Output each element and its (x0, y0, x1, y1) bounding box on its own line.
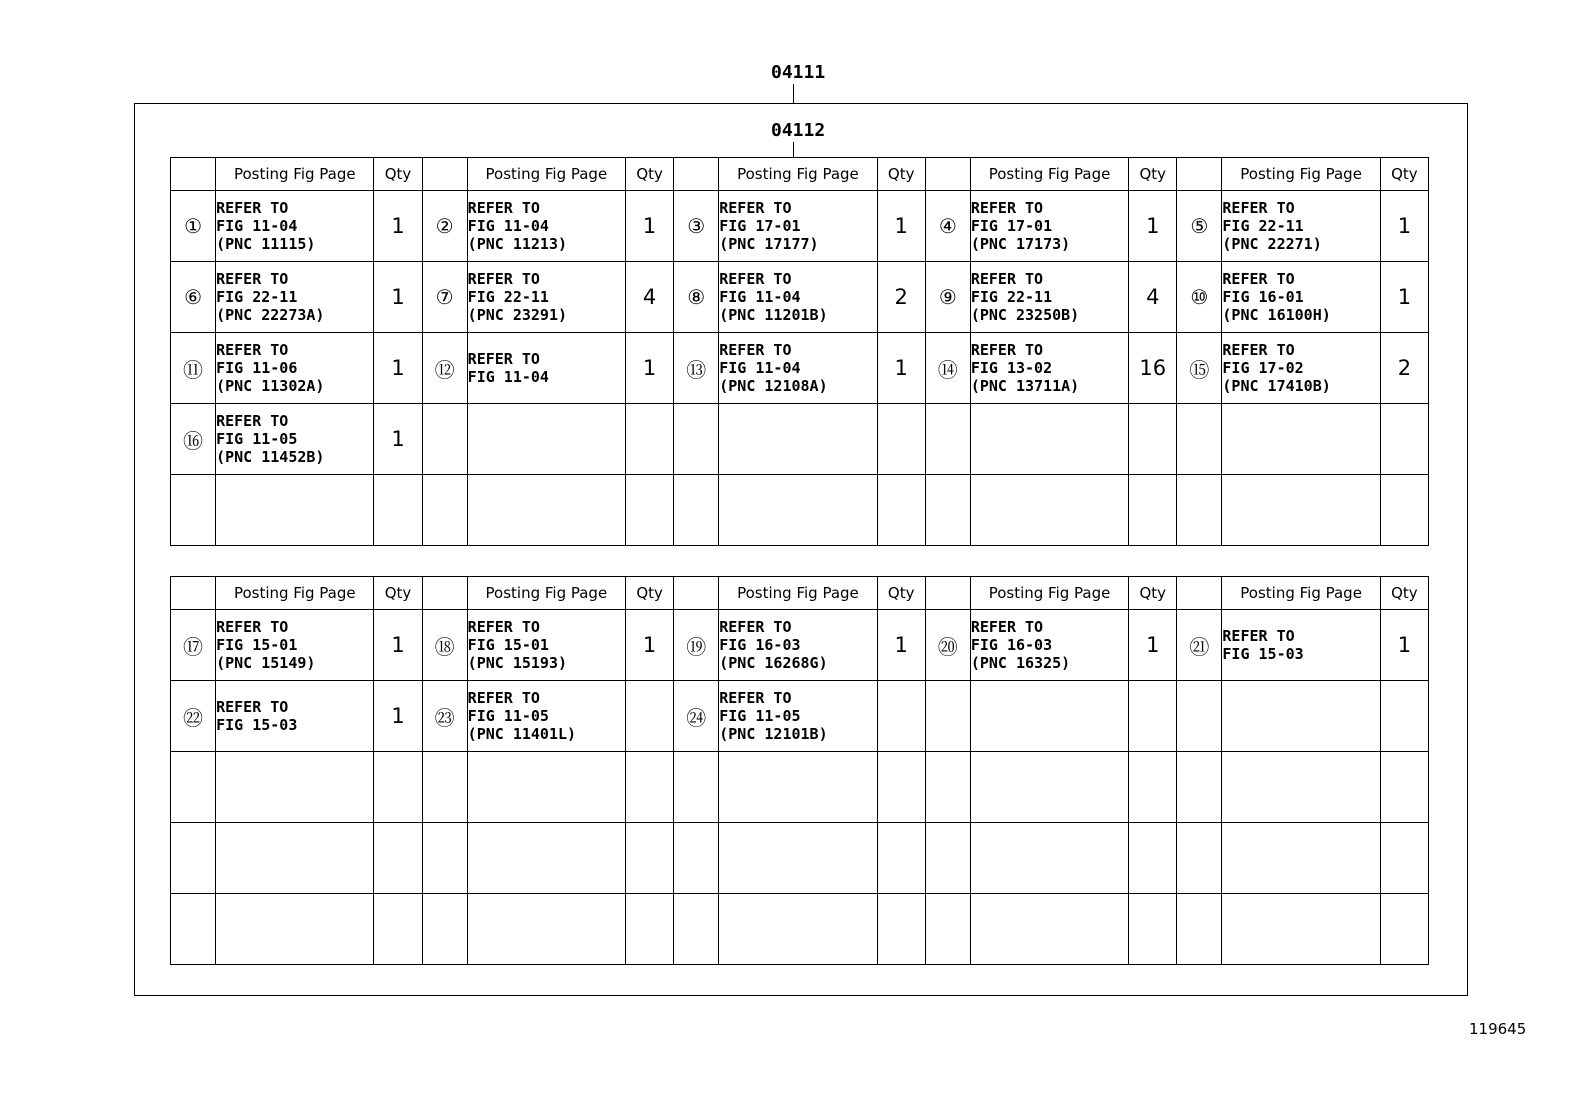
fig-reference-line: REFER TO (467, 350, 540, 368)
fig-reference (467, 333, 625, 404)
fig-reference (719, 191, 877, 262)
fig-reference (970, 894, 1128, 965)
item-qty (877, 475, 925, 546)
fig-reference-line: REFER TO (216, 341, 289, 359)
fig-reference-line: (PNC 17410B) (1222, 377, 1331, 395)
table-row (171, 681, 1429, 752)
fig-reference (467, 191, 625, 262)
inner-leader-line (793, 142, 794, 158)
table-row (171, 823, 1429, 894)
fig-reference-line: REFER TO (970, 341, 1044, 359)
table-row (171, 262, 1429, 333)
outer-leader-line (793, 84, 794, 103)
table-header-row (171, 158, 1429, 191)
fig-reference (719, 262, 877, 333)
item-number (674, 823, 719, 894)
fig-reference-line: REFER TO (970, 270, 1044, 288)
item-qty: 1 (1129, 191, 1177, 262)
item-number: ㉒ (171, 681, 216, 752)
fig-reference-line: FIG 11-04 (467, 368, 549, 386)
item-qty: 4 (626, 262, 674, 333)
header-qty: Qty (374, 577, 422, 610)
item-qty: 1 (1380, 610, 1428, 681)
fig-reference-line: REFER TO (216, 412, 289, 430)
fig-reference (216, 333, 374, 404)
fig-reference-line: (PNC 22273A) (216, 306, 325, 324)
fig-reference (216, 262, 374, 333)
item-number: ② (422, 191, 467, 262)
header-posting-fig-page: Posting Fig Page (970, 158, 1128, 191)
fig-reference-line: FIG 11-05 (216, 430, 298, 448)
fig-reference (719, 333, 877, 404)
item-qty: 2 (877, 262, 925, 333)
header-qty: Qty (1380, 577, 1428, 610)
item-qty: 1 (374, 333, 422, 404)
item-number (674, 752, 719, 823)
fig-reference-line: FIG 22-11 (216, 288, 298, 306)
fig-reference-line: FIG 15-01 (467, 636, 549, 654)
fig-reference-line: REFER TO (216, 698, 289, 716)
fig-reference (1222, 191, 1380, 262)
header-number-cell (1177, 158, 1222, 191)
fig-reference-line: REFER TO (719, 270, 792, 288)
item-qty: 2 (1380, 333, 1428, 404)
item-number: ⑮ (1177, 333, 1222, 404)
item-number (422, 752, 467, 823)
item-number (171, 475, 216, 546)
header-posting-fig-page: Posting Fig Page (216, 158, 374, 191)
item-number (422, 823, 467, 894)
item-qty: 1 (626, 191, 674, 262)
item-qty: 1 (374, 610, 422, 681)
item-number (925, 823, 970, 894)
header-qty: Qty (626, 158, 674, 191)
fig-reference (216, 681, 374, 752)
fig-reference-line: REFER TO (216, 618, 289, 636)
item-number: ⑭ (925, 333, 970, 404)
fig-reference (467, 752, 625, 823)
fig-reference-line: REFER TO (467, 618, 540, 636)
fig-reference-line: (PNC 12101B) (719, 725, 828, 743)
item-number (171, 752, 216, 823)
item-qty (374, 475, 422, 546)
fig-reference (970, 404, 1128, 475)
fig-reference (216, 475, 374, 546)
fig-reference-line: REFER TO (467, 689, 540, 707)
figure-id: 119645 (1469, 1020, 1527, 1038)
item-qty: 1 (877, 191, 925, 262)
fig-reference (970, 262, 1128, 333)
fig-reference (216, 894, 374, 965)
item-qty (626, 404, 674, 475)
item-number: ⑰ (171, 610, 216, 681)
item-number (925, 475, 970, 546)
item-number (1177, 823, 1222, 894)
table-row (171, 404, 1429, 475)
fig-reference-line: (PNC 11201B) (719, 306, 828, 324)
fig-reference-line: REFER TO (970, 199, 1044, 217)
fig-reference-line: FIG 13-02 (970, 359, 1053, 377)
fig-reference-line: FIG 22-11 (467, 288, 549, 306)
fig-reference-line: FIG 17-02 (1222, 359, 1304, 377)
item-qty: 1 (374, 191, 422, 262)
item-qty (626, 475, 674, 546)
item-qty (1380, 475, 1428, 546)
fig-reference (216, 823, 374, 894)
item-number (674, 894, 719, 965)
fig-reference (467, 823, 625, 894)
item-number (1177, 894, 1222, 965)
fig-reference (1222, 610, 1380, 681)
item-number: ㉔ (674, 681, 719, 752)
fig-reference (467, 894, 625, 965)
item-qty (1380, 404, 1428, 475)
fig-reference-line: REFER TO (1222, 270, 1295, 288)
item-qty (626, 681, 674, 752)
item-qty (877, 752, 925, 823)
fig-reference (467, 475, 625, 546)
fig-reference (1222, 333, 1380, 404)
item-number (171, 894, 216, 965)
fig-reference (970, 475, 1128, 546)
fig-reference (719, 752, 877, 823)
item-number (1177, 404, 1222, 475)
item-number: ⑳ (925, 610, 970, 681)
fig-reference-line: REFER TO (467, 199, 540, 217)
fig-reference (719, 894, 877, 965)
item-qty (1129, 894, 1177, 965)
item-number (422, 404, 467, 475)
fig-reference-line: FIG 16-03 (719, 636, 801, 654)
header-qty: Qty (1129, 158, 1177, 191)
fig-reference-line: FIG 22-11 (1222, 217, 1304, 235)
item-qty (626, 894, 674, 965)
item-qty (1129, 404, 1177, 475)
fig-reference (467, 610, 625, 681)
fig-reference-line: REFER TO (719, 341, 792, 359)
item-qty: 1 (374, 404, 422, 475)
item-number: ⑲ (674, 610, 719, 681)
fig-reference (216, 610, 374, 681)
header-posting-fig-page: Posting Fig Page (719, 577, 877, 610)
item-qty (1380, 823, 1428, 894)
item-qty (626, 823, 674, 894)
fig-reference-line: FIG 11-04 (467, 217, 549, 235)
fig-reference-line: FIG 17-01 (970, 217, 1053, 235)
item-number: ⑯ (171, 404, 216, 475)
item-number (674, 475, 719, 546)
fig-reference-line: FIG 11-04 (719, 359, 801, 377)
item-number (422, 894, 467, 965)
header-number-cell (674, 577, 719, 610)
item-number (674, 404, 719, 475)
item-qty (1129, 752, 1177, 823)
item-qty: 1 (626, 610, 674, 681)
header-number-cell (171, 158, 216, 191)
fig-reference-line: (PNC 23291) (467, 306, 568, 324)
fig-reference-line: FIG 11-06 (216, 359, 298, 377)
item-number: ⑫ (422, 333, 467, 404)
item-qty (374, 752, 422, 823)
header-number-cell (422, 577, 467, 610)
inner-assembly-label: 04112 (771, 120, 826, 141)
item-number: ① (171, 191, 216, 262)
fig-reference (216, 752, 374, 823)
header-qty: Qty (626, 577, 674, 610)
fig-reference-line: (PNC 17173) (970, 235, 1071, 253)
fig-reference (1222, 404, 1380, 475)
header-qty: Qty (877, 577, 925, 610)
fig-reference-line: (PNC 11401L) (467, 725, 577, 743)
item-number (925, 404, 970, 475)
fig-reference-line: (PNC 15149) (216, 654, 316, 672)
item-qty (374, 894, 422, 965)
item-qty: 16 (1129, 333, 1177, 404)
fig-reference (970, 681, 1128, 752)
item-number: ㉓ (422, 681, 467, 752)
item-qty: 1 (1380, 262, 1428, 333)
fig-reference (1222, 894, 1380, 965)
fig-reference-line: (PNC 16100H) (1222, 306, 1331, 324)
header-number-cell (422, 158, 467, 191)
table-header-row (171, 577, 1429, 610)
item-number: ⑬ (674, 333, 719, 404)
fig-reference (719, 404, 877, 475)
fig-reference-line: (PNC 22271) (1222, 235, 1322, 253)
item-qty: 1 (1380, 191, 1428, 262)
fig-reference-line: REFER TO (1222, 341, 1295, 359)
fig-reference (970, 823, 1128, 894)
fig-reference (719, 823, 877, 894)
item-number (1177, 681, 1222, 752)
item-qty: 1 (877, 333, 925, 404)
fig-reference (216, 191, 374, 262)
fig-reference-line: REFER TO (1222, 627, 1295, 645)
item-number (422, 475, 467, 546)
item-qty (626, 752, 674, 823)
fig-reference-line: FIG 16-03 (970, 636, 1053, 654)
fig-reference-line: FIG 11-05 (719, 707, 801, 725)
header-number-cell (171, 577, 216, 610)
fig-reference (467, 404, 625, 475)
fig-reference-line: REFER TO (216, 199, 289, 217)
fig-reference (719, 681, 877, 752)
item-number (1177, 752, 1222, 823)
item-number: ⑤ (1177, 191, 1222, 262)
item-qty (1129, 823, 1177, 894)
header-posting-fig-page: Posting Fig Page (1222, 158, 1380, 191)
fig-reference-line: FIG 16-01 (1222, 288, 1304, 306)
header-number-cell (925, 577, 970, 610)
header-qty: Qty (877, 158, 925, 191)
fig-reference (1222, 823, 1380, 894)
header-posting-fig-page: Posting Fig Page (1222, 577, 1380, 610)
outer-assembly-label: 04111 (771, 62, 826, 83)
fig-reference-line: REFER TO (719, 689, 792, 707)
fig-reference-line: (PNC 11115) (216, 235, 316, 253)
item-number (925, 752, 970, 823)
table-row (171, 191, 1429, 262)
parts-table-1 (170, 157, 1429, 546)
item-qty (374, 823, 422, 894)
parts-table-2 (170, 576, 1429, 965)
fig-reference-line: (PNC 11452B) (216, 448, 325, 466)
fig-reference (1222, 681, 1380, 752)
fig-reference-line: REFER TO (467, 270, 540, 288)
header-posting-fig-page: Posting Fig Page (970, 577, 1128, 610)
fig-reference-line: FIG 22-11 (970, 288, 1053, 306)
item-qty: 1 (626, 333, 674, 404)
fig-reference (467, 262, 625, 333)
fig-reference-line: FIG 11-04 (216, 217, 298, 235)
fig-reference-line: (PNC 16268G) (719, 654, 828, 672)
item-number (1177, 475, 1222, 546)
item-qty (877, 823, 925, 894)
fig-reference (970, 752, 1128, 823)
item-number: ⑧ (674, 262, 719, 333)
header-posting-fig-page: Posting Fig Page (216, 577, 374, 610)
fig-reference-line: (PNC 23250B) (970, 306, 1080, 324)
fig-reference-line: FIG 15-03 (1222, 645, 1304, 663)
item-number: ⑪ (171, 333, 216, 404)
table-row (171, 894, 1429, 965)
item-number: ③ (674, 191, 719, 262)
item-number: ⑥ (171, 262, 216, 333)
item-number (925, 894, 970, 965)
fig-reference-line: FIG 11-05 (467, 707, 549, 725)
fig-reference-line: FIG 15-03 (216, 716, 298, 734)
item-qty (877, 894, 925, 965)
item-number: ⑨ (925, 262, 970, 333)
item-qty: 1 (1129, 610, 1177, 681)
item-number: ⑦ (422, 262, 467, 333)
fig-reference-line: (PNC 11302A) (216, 377, 325, 395)
item-qty (877, 681, 925, 752)
fig-reference (970, 610, 1128, 681)
item-qty: 4 (1129, 262, 1177, 333)
item-qty: 1 (374, 262, 422, 333)
fig-reference (1222, 262, 1380, 333)
fig-reference (467, 681, 625, 752)
fig-reference-line: (PNC 17177) (719, 235, 819, 253)
item-qty: 1 (877, 610, 925, 681)
fig-reference (1222, 475, 1380, 546)
fig-reference-line: (PNC 15193) (467, 654, 568, 672)
item-qty (1129, 681, 1177, 752)
header-posting-fig-page: Posting Fig Page (719, 158, 877, 191)
table-row (171, 475, 1429, 546)
header-posting-fig-page: Posting Fig Page (467, 577, 625, 610)
header-number-cell (925, 158, 970, 191)
item-qty: 1 (374, 681, 422, 752)
item-number (925, 681, 970, 752)
fig-reference-line: REFER TO (719, 618, 792, 636)
fig-reference-line: REFER TO (970, 618, 1044, 636)
fig-reference-line: (PNC 11213) (467, 235, 568, 253)
table-row (171, 752, 1429, 823)
item-number: ⑩ (1177, 262, 1222, 333)
fig-reference-line: FIG 15-01 (216, 636, 298, 654)
item-qty (877, 404, 925, 475)
fig-reference-line: FIG 17-01 (719, 217, 801, 235)
item-number: ㉑ (1177, 610, 1222, 681)
table-row (171, 610, 1429, 681)
header-qty: Qty (374, 158, 422, 191)
item-number: ④ (925, 191, 970, 262)
fig-reference (970, 333, 1128, 404)
fig-reference-line: (PNC 12108A) (719, 377, 828, 395)
fig-reference-line: (PNC 13711A) (970, 377, 1080, 395)
fig-reference (1222, 752, 1380, 823)
item-number (171, 823, 216, 894)
fig-reference-line: REFER TO (1222, 199, 1295, 217)
item-qty (1380, 681, 1428, 752)
item-qty (1129, 475, 1177, 546)
header-posting-fig-page: Posting Fig Page (467, 158, 625, 191)
header-number-cell (1177, 577, 1222, 610)
item-number: ⑱ (422, 610, 467, 681)
fig-reference-line: FIG 11-04 (719, 288, 801, 306)
header-qty: Qty (1380, 158, 1428, 191)
item-qty (1380, 752, 1428, 823)
fig-reference (719, 475, 877, 546)
header-number-cell (674, 158, 719, 191)
fig-reference-line: (PNC 16325) (970, 654, 1071, 672)
fig-reference (970, 191, 1128, 262)
item-qty (1380, 894, 1428, 965)
fig-reference-line: REFER TO (719, 199, 792, 217)
fig-reference (719, 610, 877, 681)
table-row (171, 333, 1429, 404)
header-qty: Qty (1129, 577, 1177, 610)
fig-reference-line: REFER TO (216, 270, 289, 288)
fig-reference (216, 404, 374, 475)
